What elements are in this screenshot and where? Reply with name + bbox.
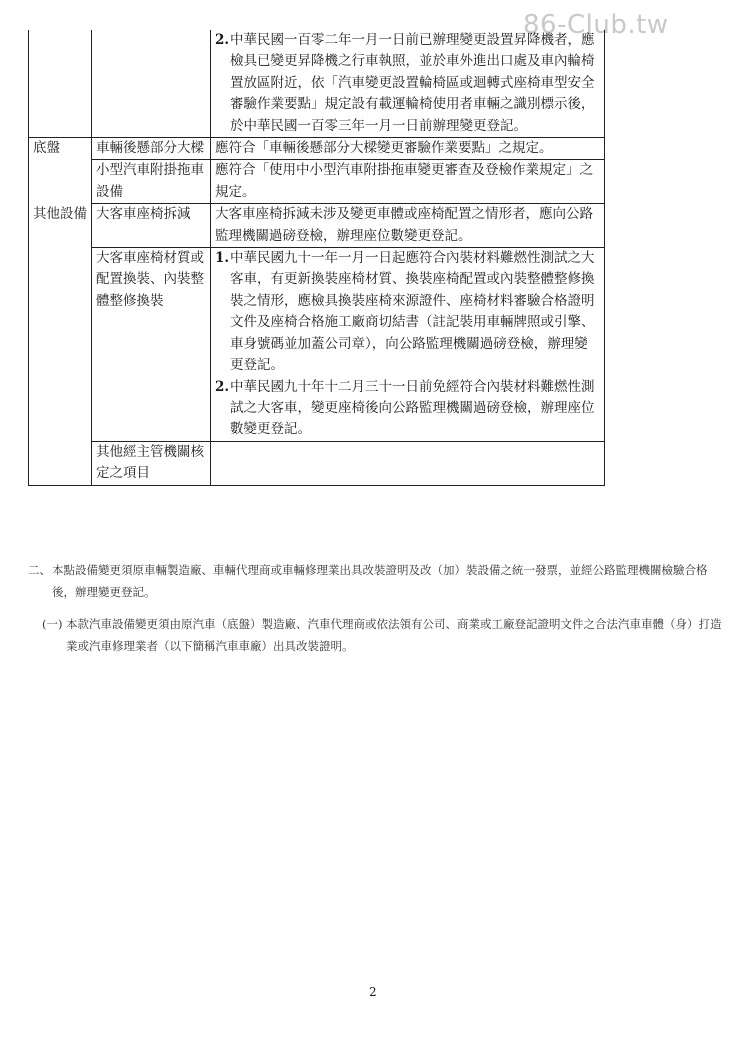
spec-table xyxy=(28,30,605,486)
item-name-cell: 其他經主管機關核定之項目 xyxy=(92,441,211,485)
table-row xyxy=(29,248,605,442)
table-row xyxy=(29,30,605,138)
item-desc-cell: 大客車座椅拆減未涉及變更車體或座椅配置之情形者，應向公路監理機關過磅登檢，辦理座位數變更登記。 xyxy=(211,204,605,248)
paragraph-2 xyxy=(28,559,728,603)
paragraph-text: 本款汽車設備變更須由原汽車（底盤）製造廠、汽車代理商或依法領有公司、商業或工廠登記證明文件之合法汽車車體（身）打造業或汽車修理業者（以下簡稱汽車車廠）出具改裝證明。 xyxy=(66,617,722,653)
list-item xyxy=(215,248,600,376)
category-other: 其他設備 xyxy=(29,204,92,248)
list-item xyxy=(215,30,600,137)
item-name-cell: 大客車座椅材質或配置換裝、內裝整體整修換裝 xyxy=(92,248,211,442)
item-desc-cell: 應符合「車輛後懸部分大樑變更審驗作業要點」之規定。 xyxy=(211,138,605,160)
item-number: 2. xyxy=(215,378,230,395)
item-number: 2. xyxy=(215,32,230,48)
item-number: 1. xyxy=(215,250,230,267)
paragraph-marker: 二、 xyxy=(28,563,51,577)
table-row xyxy=(29,138,605,160)
category-cell xyxy=(29,30,92,138)
page-number: 2 xyxy=(369,985,377,999)
item-name-cell xyxy=(92,30,211,138)
item-name-cell: 大客車座椅拆減 xyxy=(92,204,211,248)
category-cell xyxy=(29,248,92,442)
paragraph-marker: (一) xyxy=(42,617,63,631)
table-row xyxy=(29,160,605,204)
item-desc-cell xyxy=(211,30,605,138)
item-text: 中華民國一百零二年一月一日前已辦理變更設置昇降機者，應檢具已變更昇降機之行車執照，並於車外進出口處及車內輪椅置放區附近，依「汽車變更設置輪椅區或迴轉式座椅車型安全審驗作業要點」規定設有載運輪椅使用者車輛之識別標示後，於中華民國一百零三年一月一日前辦理變更登記。 xyxy=(230,32,595,134)
watermark: 86-Club.tw xyxy=(523,10,669,40)
paragraph-text: 本點設備變更須原車輛製造廠、車輛代理商或車輛修理業出具改裝證明及改（加）裝設備之統一發票，並經公路監理機關檢驗合格後，辦理變更登記。 xyxy=(52,563,708,599)
table-row xyxy=(29,204,605,248)
list-item xyxy=(215,377,600,441)
category-cell xyxy=(29,441,92,485)
item-name-cell: 小型汽車附掛拖車設備 xyxy=(92,160,211,204)
table-row xyxy=(29,441,605,485)
item-desc-cell xyxy=(211,248,605,442)
item-desc-cell xyxy=(211,441,605,485)
category-chassis: 底盤 xyxy=(29,138,92,160)
item-text: 中華民國九十一年一月一日起應符合內裝材料難燃性測試之大客車，有更新換裝座椅材質、換裝座椅配置或內裝整體整修換裝之情形，應檢具換裝座椅來源證件、座椅材料審驗合格證明文件及座椅合格施工廠商切結書（註記裝用車輛牌照或引擎、車身號碼並加蓋公司章），向公路監理機關過磅登檢，辦理變更登記。 xyxy=(230,250,595,374)
paragraph-2-1 xyxy=(42,613,728,657)
category-cell xyxy=(29,160,92,204)
item-desc-cell: 應符合「使用中小型汽車附掛拖車變更審查及登檢作業規定」之規定。 xyxy=(211,160,605,204)
item-name-cell: 車輛後懸部分大樑 xyxy=(92,138,211,160)
item-text: 中華民國九十年十二月三十一日前免經符合內裝材料難燃性測試之大客車，變更座椅後向公路監理機關過磅登檢，辦理座位數變更登記。 xyxy=(230,378,595,438)
